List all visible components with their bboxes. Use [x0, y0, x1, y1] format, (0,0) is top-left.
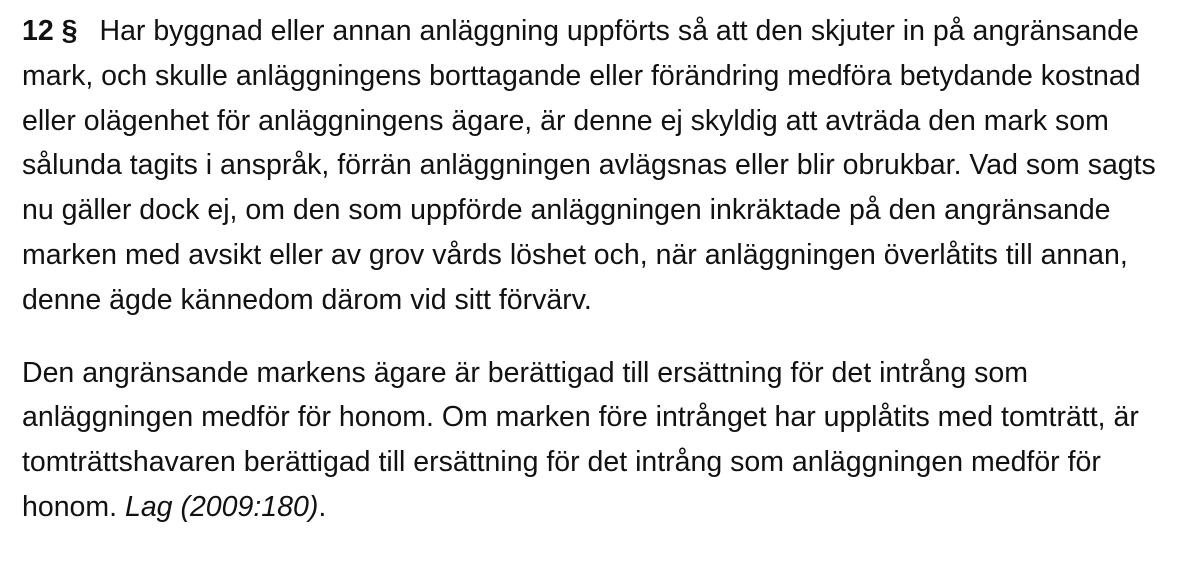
section-paragraph-1 [22, 9, 1172, 323]
law-text [22, 9, 1172, 530]
amendment-reference: Lag (2009:180) [124, 490, 319, 523]
section-number: 12 § [22, 15, 78, 47]
section-paragraph-2 [22, 351, 1172, 530]
paragraph-1-text: Har byggnad eller annan anläggning uppförts så att den skjuter in på angränsande mark, och skulle anläggningens borttagande eller förändring medföra betydande kostnad eller olägenhet för anläggningens ägare, är denne ej skyldig att avträda den mark som sålunda tagits i anspråk, förrän anläggningen avlägsnas eller blir obrukbar. Vad som sagts nu gäller dock ej, om den som uppförde anläggningen inkräktade på den angränsande marken med avsikt eller av grov vårds löshet och, när anläggningen överlåtits till annan, denne ägde kännedom därom vid sitt förvärv. [22, 15, 1156, 316]
amendment-period: . [318, 490, 327, 523]
paragraph-2-text: Den angränsande markens ägare är berättigad till ersättning för det intrång som anläggningen medför för honom. Om marken före intrånget har upplåtits med tomträtt, är tomträttshavaren berättigad till ersättning för det intrång som anläggningen medför för honom. [22, 356, 1139, 523]
